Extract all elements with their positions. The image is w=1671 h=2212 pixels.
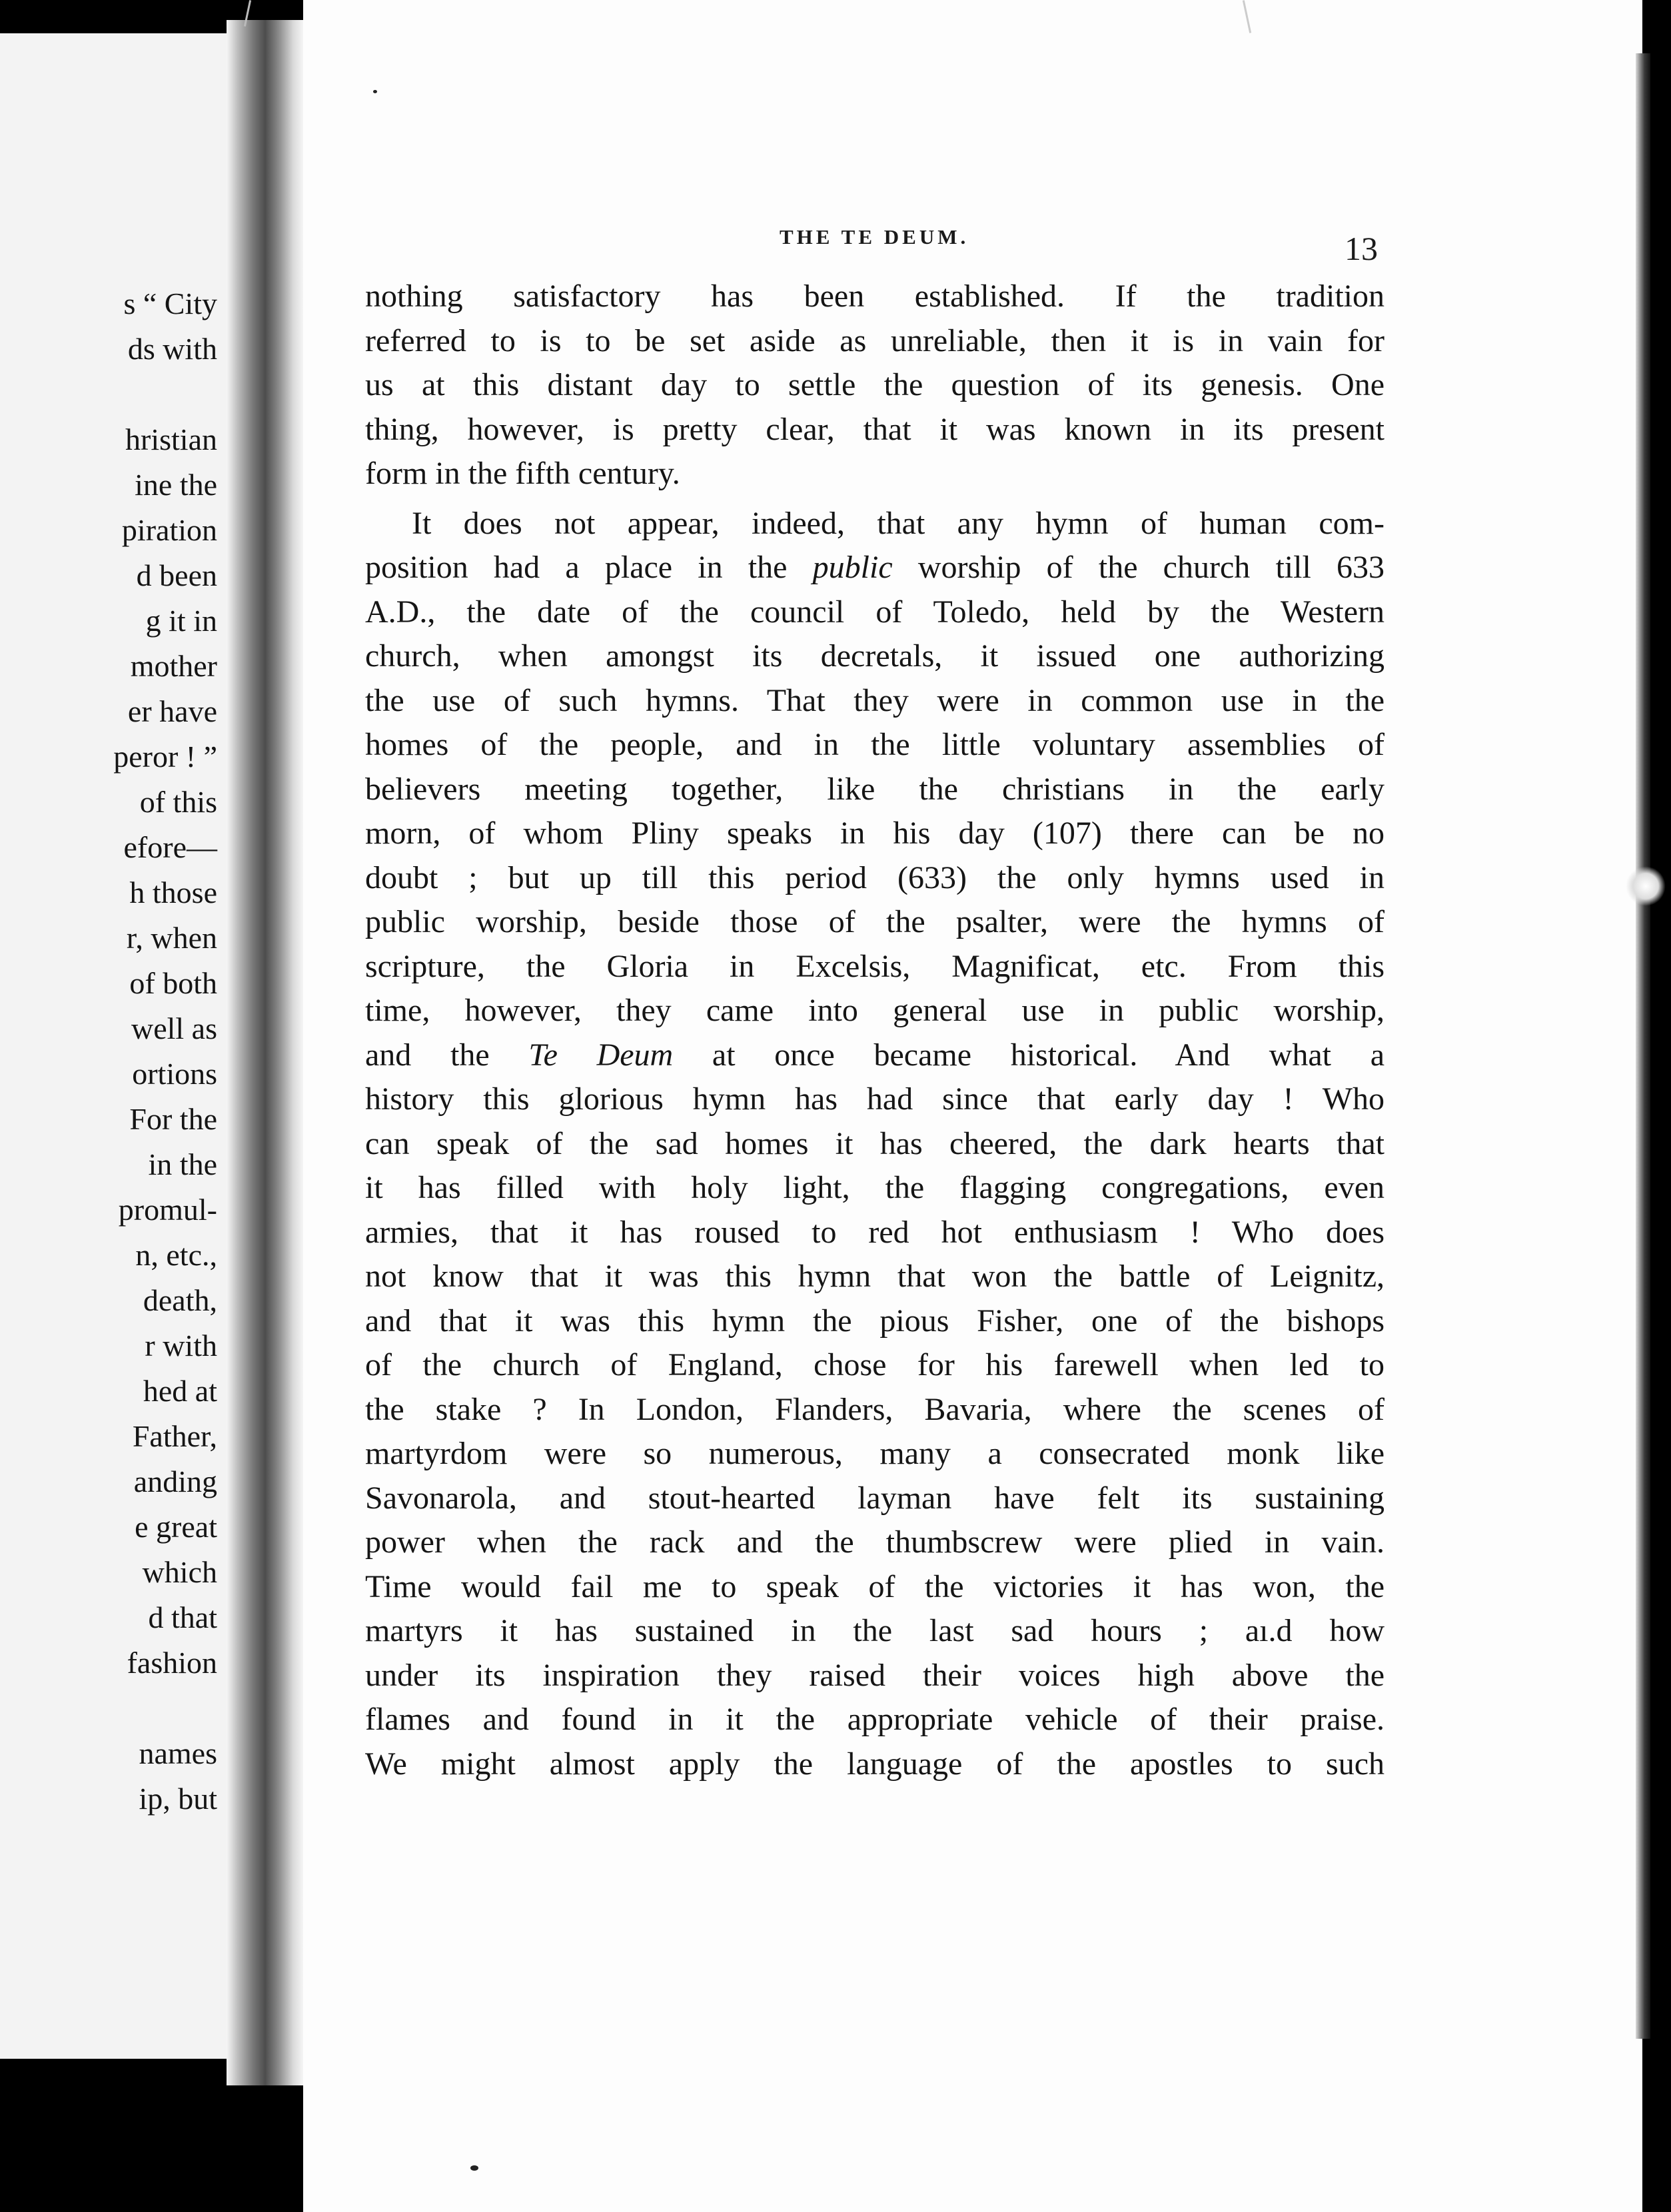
left-line: For the (129, 1102, 217, 1136)
book-binding-gutter (227, 20, 306, 2085)
text-line: morn, of whom Pliny speaks in his day (107) there can be no (365, 816, 1385, 851)
text-line: martyrdom were so numerous, many a consecrated monk like (365, 1436, 1385, 1471)
left-line: g it in (145, 604, 217, 638)
emphasis-public: public (812, 550, 893, 585)
paper-damage-spot (1626, 866, 1666, 906)
text-line: time, however, they came into general use in public worship, (365, 993, 1385, 1028)
text-line: nothing satisfactory has been established. If the tradition (365, 278, 1385, 314)
text-line: not know that it was this hymn that won the battle of Leignitz, (365, 1259, 1385, 1294)
left-line: d that (148, 1600, 217, 1634)
text-line: scripture, the Gloria in Excelsis, Magnificat, etc. From this (365, 948, 1385, 984)
text-line: of the church of England, chose for his farewell when led to (365, 1347, 1385, 1382)
text-line: it has filled with holy light, the flagging congregations, even (365, 1170, 1385, 1205)
left-line: ortions (132, 1057, 217, 1091)
left-line: h those (129, 875, 217, 909)
text-line: thing, however, is pretty clear, that it was known in its present (365, 411, 1385, 447)
left-line: d been (136, 558, 217, 592)
left-line (4, 372, 217, 417)
left-line: promul- (118, 1193, 217, 1227)
text-run: and the (365, 1037, 529, 1073)
text-run: at once became historical. And what a (673, 1037, 1385, 1073)
page-edge-shadow (1636, 53, 1650, 2039)
left-line: efore— (123, 830, 217, 864)
text-line: can speak of the sad homes it has cheered, the dark hearts that (365, 1125, 1385, 1161)
left-line: in the (148, 1147, 217, 1181)
left-line: of this (139, 785, 217, 819)
page-number: 13 (1345, 230, 1378, 267)
left-line: r, when (126, 921, 217, 955)
ink-speck (470, 2165, 478, 2171)
text-line: A.D., the date of the council of Toledo, held by the Western (365, 594, 1385, 630)
left-line: mother (130, 649, 217, 683)
text-line (365, 1033, 1385, 1078)
left-line: ip, but (139, 1782, 217, 1816)
paragraph-first-line: It does not appear, indeed, that any hymn of human com- (412, 505, 1385, 541)
text-line: form in the fifth century. (365, 456, 680, 491)
previous-page-fragment (0, 33, 227, 2059)
left-line: hristian (125, 422, 217, 456)
text-line: We might almost apply the language of the apostles to such (365, 1746, 1385, 1782)
text-line: us at this distant day to settle the question of its genesis. One (365, 367, 1385, 402)
text-run: worship of the church till 633 (892, 550, 1385, 585)
text-line: homes of the people, and in the little voluntary assemblies of (365, 727, 1385, 762)
left-line: ds with (127, 332, 217, 366)
left-line: names (139, 1736, 217, 1770)
left-line: Father, (132, 1419, 217, 1453)
emphasis-te-deum: Te Deum (528, 1037, 674, 1073)
left-line: of both (129, 966, 217, 1000)
text-line: the stake ? In London, Flanders, Bavaria, where the scenes of (365, 1391, 1385, 1427)
previous-page-text (4, 281, 217, 1822)
text-line: history this glorious hymn has had since that early day ! Who (365, 1081, 1385, 1117)
left-line: n, etc., (135, 1238, 217, 1272)
text-line: public worship, beside those of the psalter, were the hymns of (365, 904, 1385, 939)
left-line: ine the (135, 468, 217, 502)
left-line: peror ! ” (113, 740, 217, 774)
text-line: doubt ; but up till this period (633) the only hymns used in (365, 859, 1385, 895)
text-line: power when the rack and the thumbscrew were plied in vain. (365, 1524, 1385, 1560)
left-line: death, (143, 1283, 217, 1317)
text-line: and that it was this hymn the pious Fisher, one of the bishops (365, 1303, 1385, 1339)
left-line: r with (145, 1329, 217, 1363)
left-line (4, 1686, 217, 1731)
left-line: hed at (143, 1374, 217, 1408)
text-line: Savonarola, and stout-hearted layman have felt its sustaining (365, 1480, 1385, 1516)
left-line: piration (121, 513, 217, 547)
text-line: church, when amongst its decretals, it issued one authorizing (365, 638, 1385, 674)
text-run: position had a place in the (365, 550, 813, 585)
left-line: er have (127, 694, 217, 728)
left-line: anding (133, 1464, 217, 1498)
left-line: which (142, 1555, 217, 1589)
text-line: believers meeting together, like the christians in the early (365, 771, 1385, 807)
left-line: e great (135, 1510, 217, 1544)
left-line: well as (131, 1011, 217, 1045)
left-line: fashion (127, 1646, 217, 1680)
body-text (365, 275, 1385, 1786)
text-line: under its inspiration they raised their voices high above the (365, 1657, 1385, 1693)
text-line: flames and found in it the appropriate vehicle of their praise. (365, 1702, 1385, 1737)
running-head: THE TE DEUM. (780, 225, 969, 249)
text-line: the use of such hymns. That they were in common use in the (365, 682, 1385, 718)
text-line: armies, that it has roused to red hot enthusiasm ! Who does (365, 1214, 1385, 1250)
ink-speck (373, 90, 377, 93)
text-line: referred to is to be set aside as unreliable, then it is in vain for (365, 322, 1385, 358)
text-line (365, 546, 1385, 590)
left-line: s “ City (123, 286, 217, 320)
text-line: martyrs it has sustained in the last sad hours ; aı.d how (365, 1613, 1385, 1648)
text-line: Time would fail me to speak of the victories it has won, the (365, 1568, 1385, 1604)
